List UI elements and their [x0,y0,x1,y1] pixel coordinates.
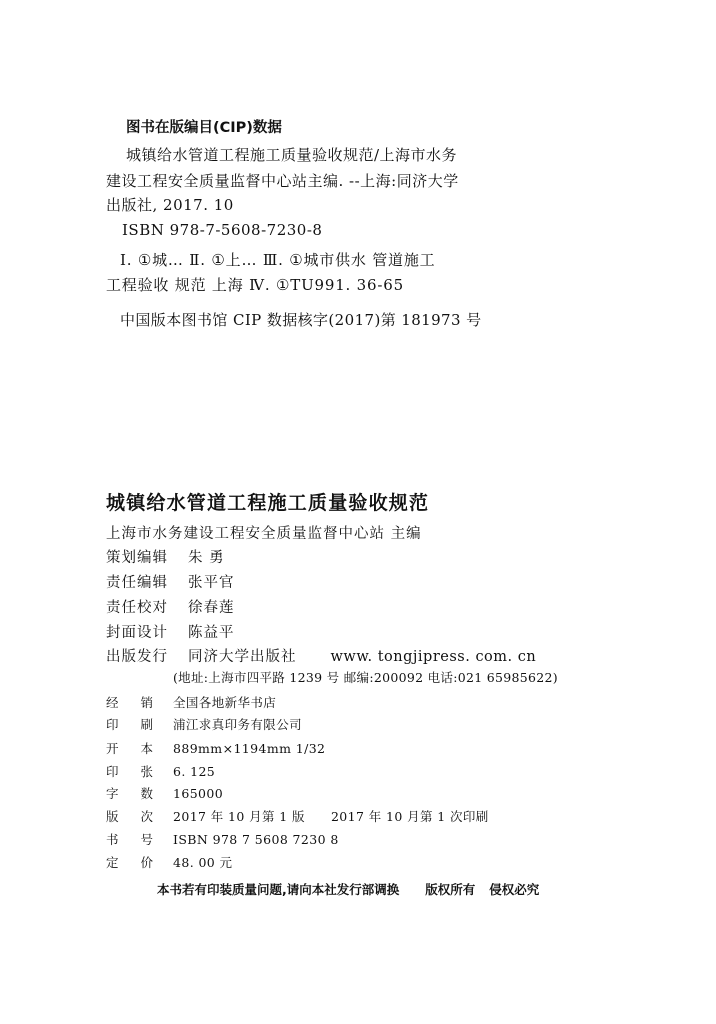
spec-row [106,834,339,847]
spec-key: 印刷 [106,717,176,732]
cip-classification-1: Ⅰ. ①城… Ⅱ. ①上… Ⅲ. ①城市供水 管道施工 [120,251,436,269]
publisher-website: www. tongjipress. com. cn [330,649,537,665]
editor-org: 上海市水务建设工程安全质量监督中心站 主编 [106,526,422,542]
credit-value: 陈益平 [188,625,235,641]
spec-row [106,697,276,710]
spec-key: 书号 [106,832,176,847]
credit-row [106,576,235,591]
spec-value: 6. 125 [173,764,216,779]
book-title: 城镇给水管道工程施工质量验收规范 [106,492,430,514]
spec-value: 165000 [173,786,224,801]
spec-value-2: 2017 年 10 月第 1 次印刷 [330,809,489,824]
footer-notice-line [157,884,539,897]
credit-value: 张平官 [188,575,235,591]
spec-value: 浦江求真印务有限公司 [173,717,303,732]
spec-value: 全国各地新华书店 [173,695,277,710]
spec-key: 开本 [106,741,176,756]
spec-row [106,743,325,756]
publisher-label: 出版发行 [106,649,168,665]
credit-value: 朱 勇 [188,550,225,566]
publisher-row [106,650,536,665]
spec-key: 版次 [106,809,176,824]
credit-label: 策划编辑 [106,550,168,566]
credit-row [106,551,225,566]
cip-line-3: 出版社, 2017. 10 [106,196,234,214]
spec-key: 字数 [106,786,176,801]
spec-value: 2017 年 10 月第 1 版 [173,809,305,824]
credit-row [106,626,235,641]
spec-row [106,811,489,824]
cip-classification-2: 工程验收 规范 上海 Ⅳ. ①TU991. 36-65 [106,276,404,294]
credit-label: 责任编辑 [106,575,168,591]
spec-row [106,857,232,870]
spec-key: 印张 [106,764,176,779]
spec-value: ISBN 978 7 5608 7230 8 [173,832,339,847]
cip-number: 中国版本图书馆 CIP 数据核字(2017)第 181973 号 [120,311,482,329]
spec-row [106,788,223,801]
spec-value: 889mm×1194mm 1/32 [173,741,326,756]
credit-label: 封面设计 [106,625,168,641]
footer-rights-2: 侵权必究 [489,882,540,897]
spec-row [106,719,302,732]
spec-key: 定价 [106,855,176,870]
spec-row [106,766,215,779]
spec-value: 48. 00 元 [173,855,233,870]
credit-row [106,601,235,616]
footer-rights-1: 版权所有 [425,882,476,897]
cip-line-1: 城镇给水管道工程施工质量验收规范/上海市水务 [126,146,458,164]
cip-isbn: ISBN 978-7-5608-7230-8 [122,221,323,239]
credit-value: 徐春莲 [188,600,235,616]
publisher-address: (地址:上海市四平路 1239 号 邮编:200092 电话:021 65985622) [173,670,558,685]
credit-label: 责任校对 [106,600,168,616]
cip-line-2: 建设工程安全质量监督中心站主编. --上海:同济大学 [106,172,459,190]
spec-key: 经销 [106,695,176,710]
publisher-name: 同济大学出版社 [188,649,297,665]
cip-heading: 图书在版编目(CIP)数据 [126,120,282,136]
footer-notice: 本书若有印装质量问题,请向本社发行部调换 [157,882,400,897]
